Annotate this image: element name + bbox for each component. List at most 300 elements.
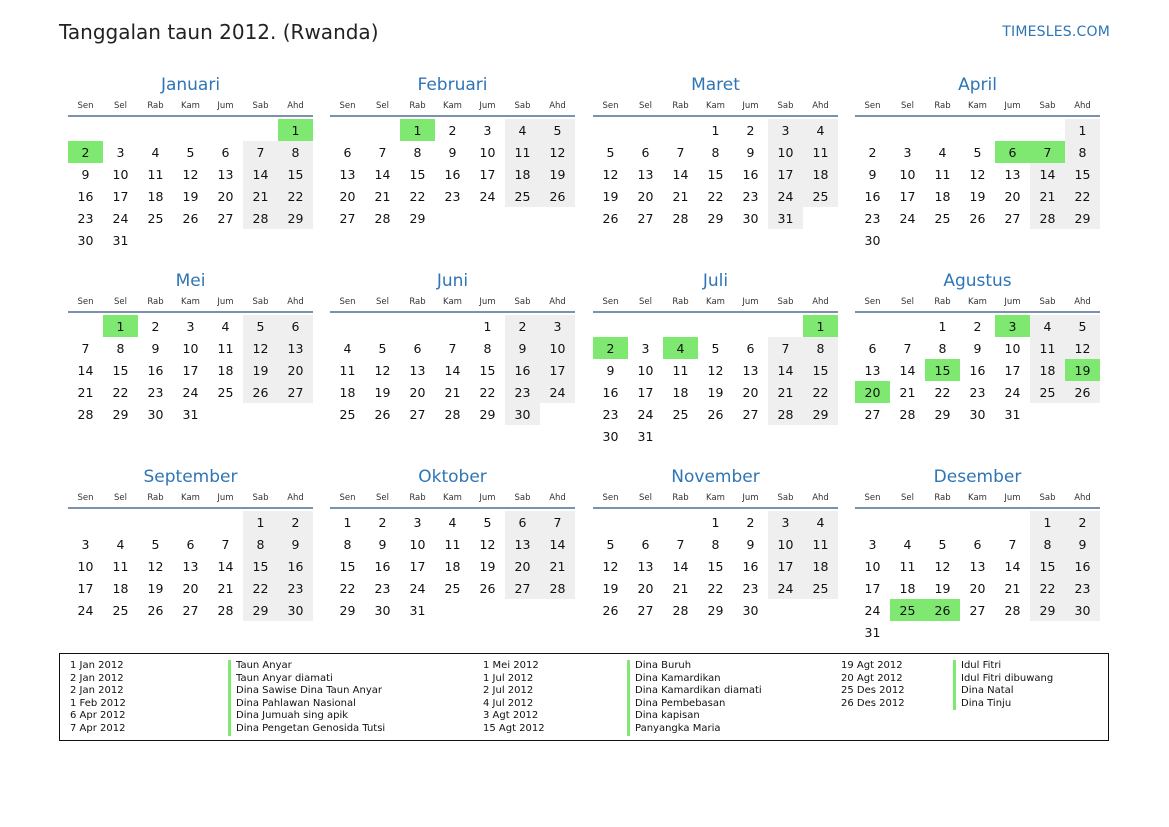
day-cell: 15	[1030, 555, 1065, 577]
day-cell: 31	[864, 624, 881, 640]
day-cell: 9	[746, 536, 755, 552]
empty-cell	[925, 119, 960, 141]
day-cell: 29	[278, 207, 313, 229]
day-cell: 28	[444, 406, 461, 422]
day-cell: 20	[742, 384, 759, 400]
day-cell: 16	[505, 359, 540, 381]
day-cell: 18	[672, 384, 689, 400]
weekday-label: Sen	[602, 101, 619, 111]
day-cell: 18	[934, 188, 951, 204]
day-cell: 23	[1065, 577, 1100, 599]
day-cell: 22	[803, 381, 838, 403]
month-juli	[593, 269, 838, 447]
day-cell: 11	[339, 362, 356, 378]
weekday-label: Sel	[639, 297, 652, 307]
day-cell: 16	[444, 166, 461, 182]
day-cell: 4	[1030, 315, 1065, 337]
day-cell: 1	[711, 122, 720, 138]
day-grid	[855, 315, 1100, 425]
day-cell: 9	[868, 166, 877, 182]
day-cell: 3	[413, 514, 422, 530]
weekday-label: Sel	[376, 493, 389, 503]
day-cell: 7	[540, 511, 575, 533]
day-cell: 24	[1004, 384, 1021, 400]
day-cell: 4	[151, 144, 160, 160]
weekday-label: Sel	[901, 493, 914, 503]
day-cell: 20	[278, 359, 313, 381]
day-cell: 22	[1030, 577, 1065, 599]
empty-cell	[138, 511, 173, 533]
day-cell: 20	[637, 580, 654, 596]
day-cell: 27	[339, 210, 356, 226]
day-cell: 8	[343, 536, 352, 552]
day-cell: 2	[151, 318, 160, 334]
day-cell: 1	[938, 318, 947, 334]
day-cell: 22	[409, 188, 426, 204]
empty-cell	[208, 119, 243, 141]
day-cell: 23	[505, 381, 540, 403]
weekday-label: Ahd	[1074, 297, 1091, 307]
legend-date: 2 Jan 2012	[70, 672, 124, 684]
day-cell: 27	[637, 210, 654, 226]
day-cell: 17	[768, 555, 803, 577]
empty-cell	[663, 119, 698, 141]
weekday-label: Sab	[1039, 297, 1056, 307]
legend-date: 20 Agt 2012	[841, 672, 903, 684]
day-cell: 24	[112, 210, 129, 226]
day-cell: 12	[147, 558, 164, 574]
day-cell: 6	[641, 144, 650, 160]
day-cell: 17	[112, 188, 129, 204]
day-cell: 17	[637, 384, 654, 400]
day-cell: 14	[1004, 558, 1021, 574]
day-cell: 12	[374, 362, 391, 378]
day-cell: 5	[483, 514, 492, 530]
day-cell: 17	[409, 558, 426, 574]
legend-date: 25 Des 2012	[841, 685, 905, 697]
day-cell: 14	[1030, 163, 1065, 185]
day-cell: 31	[1004, 406, 1021, 422]
day-cell: 6	[278, 315, 313, 337]
month-februari	[330, 73, 575, 229]
day-cell: 15	[803, 359, 838, 381]
day-cell: 27	[1004, 210, 1021, 226]
day-cell: 14	[444, 362, 461, 378]
day-cell: 13	[409, 362, 426, 378]
day-cell: 5	[540, 119, 575, 141]
month-name: Februari	[417, 75, 488, 95]
holiday-day-cell: 1	[103, 315, 138, 337]
weekday-label: Jum	[217, 493, 234, 503]
day-cell: 11	[934, 166, 951, 182]
weekday-label: Sen	[864, 493, 881, 503]
day-cell: 16	[864, 188, 881, 204]
empty-cell	[995, 119, 1030, 141]
day-cell: 21	[768, 381, 803, 403]
weekday-label: Kam	[443, 297, 462, 307]
day-cell: 5	[606, 536, 615, 552]
weekday-label: Ahd	[549, 297, 566, 307]
brand-link[interactable]: TIMESLES.COM	[1002, 24, 1110, 40]
page-title: Tanggalan taun 2012. (Rwanda)	[59, 20, 379, 44]
day-cell: 17	[479, 166, 496, 182]
day-grid	[593, 511, 838, 621]
day-cell: 19	[707, 384, 724, 400]
day-grid	[855, 511, 1100, 643]
day-cell: 7	[903, 340, 912, 356]
day-cell: 9	[606, 362, 615, 378]
day-cell: 10	[409, 536, 426, 552]
day-cell: 24	[864, 602, 881, 618]
holiday-day-cell: 25	[890, 599, 925, 621]
weekday-label: Ahd	[287, 493, 304, 503]
day-cell: 8	[413, 144, 422, 160]
weekday-label: Sel	[901, 101, 914, 111]
weekday-header	[68, 99, 313, 117]
day-cell: 11	[803, 141, 838, 163]
day-cell: 30	[147, 406, 164, 422]
weekday-label: Sen	[864, 297, 881, 307]
day-cell: 25	[803, 185, 838, 207]
empty-cell	[1030, 119, 1065, 141]
month-name: September	[143, 467, 238, 487]
month-desember	[855, 465, 1100, 643]
day-cell: 5	[938, 536, 947, 552]
day-cell: 20	[217, 188, 234, 204]
day-cell: 5	[378, 340, 387, 356]
day-cell: 27	[637, 602, 654, 618]
day-cell: 26	[479, 580, 496, 596]
day-cell: 6	[746, 340, 755, 356]
day-cell: 29	[339, 602, 356, 618]
day-cell: 6	[505, 511, 540, 533]
weekday-label: Sab	[252, 297, 269, 307]
weekday-header	[593, 491, 838, 509]
day-cell: 23	[374, 580, 391, 596]
day-cell: 23	[742, 188, 759, 204]
day-cell: 16	[602, 384, 619, 400]
day-cell: 7	[221, 536, 230, 552]
day-cell: 11	[672, 362, 689, 378]
day-cell: 10	[479, 144, 496, 160]
day-cell: 14	[243, 163, 278, 185]
day-cell: 11	[444, 536, 461, 552]
day-cell: 18	[899, 580, 916, 596]
weekday-label: Jum	[742, 493, 759, 503]
month-name: Maret	[691, 75, 740, 95]
day-cell: 7	[448, 340, 457, 356]
day-cell: 19	[934, 580, 951, 596]
day-cell: 6	[641, 536, 650, 552]
day-cell: 25	[217, 384, 234, 400]
day-cell: 21	[672, 580, 689, 596]
day-cell: 27	[278, 381, 313, 403]
day-cell: 19	[182, 188, 199, 204]
legend-holiday-name: Dina Jumuah sing apik	[228, 710, 385, 723]
day-cell: 4	[505, 119, 540, 141]
weekday-label: Sel	[901, 297, 914, 307]
month-name: April	[958, 75, 997, 95]
weekday-header	[330, 491, 575, 509]
holiday-legend	[59, 653, 1109, 741]
day-cell: 3	[186, 318, 195, 334]
day-cell: 9	[81, 166, 90, 182]
day-cell: 16	[969, 362, 986, 378]
day-cell: 2	[448, 122, 457, 138]
day-cell: 8	[711, 144, 720, 160]
empty-cell	[890, 119, 925, 141]
day-grid	[68, 315, 313, 425]
day-cell: 5	[186, 144, 195, 160]
weekday-label: Rab	[672, 493, 689, 503]
day-cell: 7	[243, 141, 278, 163]
day-cell: 22	[1065, 185, 1100, 207]
month-januari	[68, 73, 313, 251]
day-cell: 22	[707, 580, 724, 596]
empty-cell	[995, 511, 1030, 533]
day-cell: 24	[540, 381, 575, 403]
weekday-label: Kam	[181, 101, 200, 111]
day-cell: 30	[602, 428, 619, 444]
weekday-label: Rab	[934, 297, 951, 307]
day-cell: 26	[147, 602, 164, 618]
day-cell: 27	[217, 210, 234, 226]
day-cell: 10	[1004, 340, 1021, 356]
empty-cell	[365, 119, 400, 141]
legend-date: 15 Agt 2012	[483, 722, 545, 734]
weekday-label: Kam	[968, 101, 987, 111]
day-cell: 22	[479, 384, 496, 400]
weekday-label: Jum	[1004, 297, 1021, 307]
day-cell: 3	[81, 536, 90, 552]
month-name: Oktober	[418, 467, 487, 487]
day-cell: 13	[1004, 166, 1021, 182]
day-cell: 24	[182, 384, 199, 400]
weekday-label: Rab	[147, 493, 164, 503]
weekday-label: Ahd	[812, 297, 829, 307]
day-cell: 17	[182, 362, 199, 378]
legend-date: 1 Jan 2012	[70, 660, 124, 671]
day-cell: 11	[112, 558, 129, 574]
day-cell: 30	[742, 602, 759, 618]
day-cell: 26	[707, 406, 724, 422]
empty-cell	[663, 315, 698, 337]
day-cell: 4	[938, 144, 947, 160]
day-cell: 13	[505, 533, 540, 555]
weekday-label: Kam	[706, 493, 725, 503]
day-cell: 1	[243, 511, 278, 533]
day-cell: 8	[938, 340, 947, 356]
day-cell: 13	[182, 558, 199, 574]
day-cell: 12	[479, 536, 496, 552]
weekday-label: Sab	[777, 493, 794, 503]
day-cell: 27	[742, 406, 759, 422]
legend-holiday-name: Idul Fitri dibuwang	[953, 673, 1053, 686]
day-cell: 4	[903, 536, 912, 552]
empty-cell	[400, 315, 435, 337]
day-cell: 18	[803, 555, 838, 577]
weekday-label: Sab	[514, 493, 531, 503]
weekday-label: Rab	[672, 297, 689, 307]
day-cell: 10	[77, 558, 94, 574]
weekday-label: Ahd	[287, 101, 304, 111]
day-cell: 26	[374, 406, 391, 422]
empty-cell	[173, 119, 208, 141]
weekday-label: Sen	[602, 297, 619, 307]
day-cell: 8	[243, 533, 278, 555]
day-cell: 29	[1065, 207, 1100, 229]
weekday-label: Sab	[1039, 493, 1056, 503]
legend-holiday-name: Taun Anyar diamati	[228, 673, 385, 686]
day-cell: 21	[1004, 580, 1021, 596]
day-cell: 28	[1030, 207, 1065, 229]
weekday-label: Sen	[77, 101, 94, 111]
weekday-label: Kam	[443, 101, 462, 111]
weekday-label: Sab	[514, 297, 531, 307]
weekday-label: Rab	[409, 297, 426, 307]
weekday-label: Sab	[777, 297, 794, 307]
day-cell: 8	[116, 340, 125, 356]
day-cell: 2	[278, 511, 313, 533]
day-cell: 7	[378, 144, 387, 160]
day-cell: 26	[602, 210, 619, 226]
day-cell: 30	[374, 602, 391, 618]
month-maret	[593, 73, 838, 229]
day-cell: 25	[147, 210, 164, 226]
day-cell: 21	[899, 384, 916, 400]
empty-cell	[890, 315, 925, 337]
day-cell: 18	[803, 163, 838, 185]
day-cell: 28	[217, 602, 234, 618]
day-cell: 11	[803, 533, 838, 555]
empty-cell	[593, 315, 628, 337]
day-cell: 3	[116, 144, 125, 160]
legend-date: 1 Feb 2012	[70, 697, 126, 709]
legend-holiday-name: Dina Kamardikan diamati	[627, 685, 762, 698]
weekday-header	[855, 99, 1100, 117]
day-cell: 22	[707, 188, 724, 204]
empty-cell	[628, 511, 663, 533]
day-cell: 21	[243, 185, 278, 207]
weekday-label: Sab	[777, 101, 794, 111]
day-grid	[330, 119, 575, 229]
day-cell: 27	[182, 602, 199, 618]
weekday-header	[330, 99, 575, 117]
day-cell: 12	[602, 558, 619, 574]
day-cell: 1	[711, 514, 720, 530]
day-cell: 20	[505, 555, 540, 577]
weekday-header	[593, 99, 838, 117]
empty-cell	[68, 315, 103, 337]
day-cell: 14	[374, 166, 391, 182]
day-cell: 4	[221, 318, 230, 334]
day-cell: 29	[707, 210, 724, 226]
day-cell: 31	[182, 406, 199, 422]
day-cell: 29	[243, 599, 278, 621]
day-cell: 28	[374, 210, 391, 226]
day-cell: 9	[278, 533, 313, 555]
weekday-label: Kam	[706, 297, 725, 307]
day-cell: 26	[969, 210, 986, 226]
day-cell: 19	[602, 188, 619, 204]
day-cell: 29	[479, 406, 496, 422]
legend-date: 26 Des 2012	[841, 697, 905, 709]
day-cell: 26	[602, 602, 619, 618]
weekday-label: Ahd	[1074, 493, 1091, 503]
day-cell: 6	[973, 536, 982, 552]
day-grid	[330, 315, 575, 425]
legend-dates-column	[483, 660, 545, 736]
weekday-header	[68, 295, 313, 313]
day-cell: 12	[182, 166, 199, 182]
day-cell: 2	[746, 122, 755, 138]
day-grid	[593, 315, 838, 447]
day-cell: 13	[969, 558, 986, 574]
day-cell: 12	[969, 166, 986, 182]
day-cell: 19	[969, 188, 986, 204]
weekday-label: Rab	[147, 101, 164, 111]
empty-cell	[103, 511, 138, 533]
day-cell: 31	[409, 602, 426, 618]
empty-cell	[435, 315, 470, 337]
day-cell: 15	[243, 555, 278, 577]
day-cell: 9	[505, 337, 540, 359]
weekday-label: Sen	[602, 493, 619, 503]
day-cell: 27	[864, 406, 881, 422]
day-cell: 23	[147, 384, 164, 400]
weekday-label: Kam	[181, 297, 200, 307]
day-cell: 23	[969, 384, 986, 400]
day-cell: 4	[116, 536, 125, 552]
month-april	[855, 73, 1100, 251]
day-cell: 11	[217, 340, 234, 356]
day-cell: 27	[409, 406, 426, 422]
holiday-day-cell: 7	[1030, 141, 1065, 163]
day-cell: 25	[803, 577, 838, 599]
day-cell: 3	[768, 511, 803, 533]
legend-date: 3 Agt 2012	[483, 710, 539, 722]
day-cell: 16	[742, 558, 759, 574]
weekday-label: Sel	[114, 297, 127, 307]
empty-cell	[698, 315, 733, 337]
day-cell: 23	[864, 210, 881, 226]
day-cell: 2	[973, 318, 982, 334]
weekday-header	[855, 491, 1100, 509]
day-cell: 24	[409, 580, 426, 596]
day-cell: 5	[606, 144, 615, 160]
day-cell: 4	[803, 119, 838, 141]
day-cell: 7	[81, 340, 90, 356]
day-cell: 22	[243, 577, 278, 599]
day-cell: 2	[746, 514, 755, 530]
day-cell: 24	[899, 210, 916, 226]
month-name: November	[671, 467, 760, 487]
day-cell: 30	[505, 403, 540, 425]
day-cell: 8	[1065, 141, 1100, 163]
day-cell: 20	[1004, 188, 1021, 204]
weekday-label: Jum	[217, 297, 234, 307]
weekday-label: Jum	[742, 101, 759, 111]
day-cell: 24	[479, 188, 496, 204]
day-cell: 5	[1065, 315, 1100, 337]
weekday-label: Jum	[479, 297, 496, 307]
empty-cell	[628, 315, 663, 337]
day-cell: 12	[602, 166, 619, 182]
day-cell: 22	[934, 384, 951, 400]
holiday-day-cell: 6	[995, 141, 1030, 163]
day-cell: 24	[768, 577, 803, 599]
legend-holiday-name: Dina Buruh	[627, 660, 762, 673]
